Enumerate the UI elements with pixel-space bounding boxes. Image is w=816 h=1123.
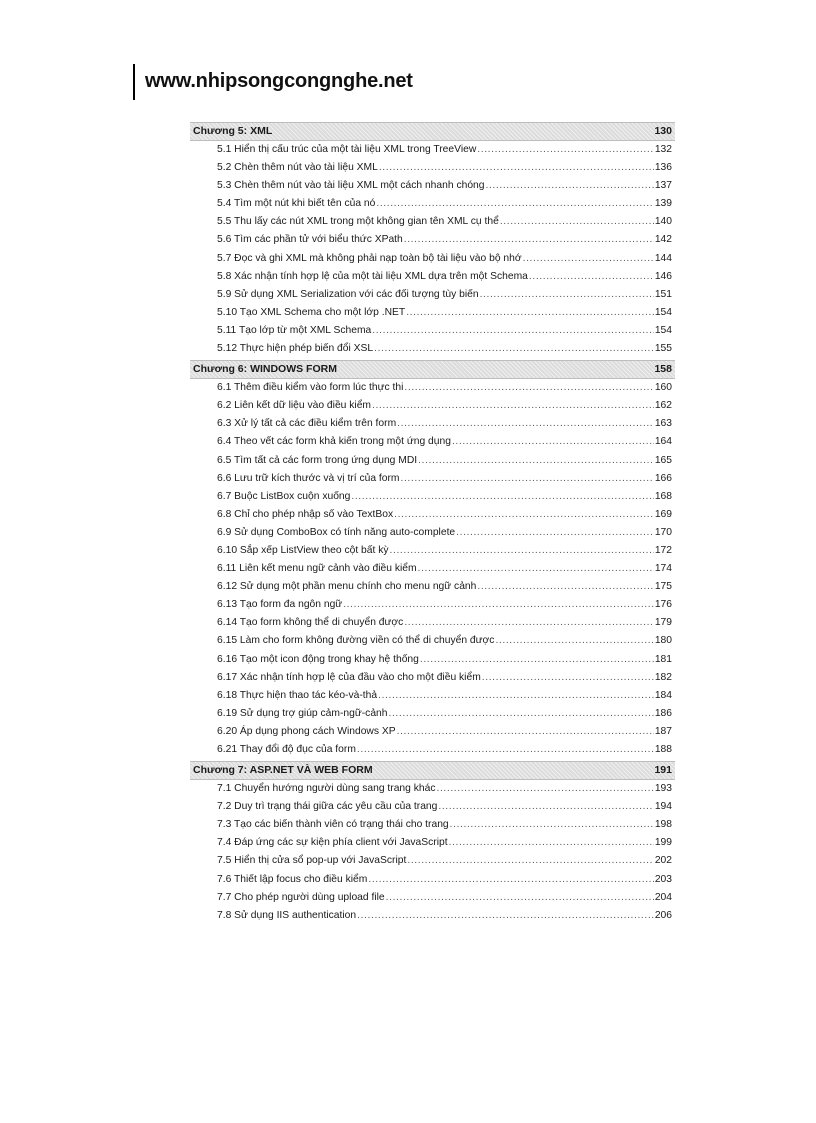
dot-leader <box>351 488 653 506</box>
entry-page: 199 <box>654 837 672 849</box>
dot-leader <box>406 304 654 322</box>
table-of-contents <box>190 120 675 925</box>
toc-entry <box>190 415 675 433</box>
entry-page: 132 <box>654 144 672 155</box>
entry-page: 162 <box>654 400 672 412</box>
toc-entry <box>190 286 675 304</box>
entry-page: 187 <box>654 725 672 737</box>
toc-entry <box>190 231 675 249</box>
entry-page: 188 <box>654 744 672 755</box>
dot-leader <box>420 651 654 669</box>
toc-entry <box>190 632 675 650</box>
entry-page: 137 <box>654 180 672 192</box>
toc-entry <box>190 452 675 470</box>
toc-entry <box>190 816 675 834</box>
entry-page: 142 <box>654 234 672 246</box>
dot-leader <box>404 379 653 397</box>
entry-title: 6.12 Sử dụng một phần menu chính cho menu ngữ cảnh <box>217 581 477 593</box>
entry-title: 6.18 Thực hiện thao tác kéo-và-thả <box>217 689 378 701</box>
entry-title: 5.3 Chèn thêm nút vào tài liệu XML một cách nhanh chóng <box>217 180 485 192</box>
entry-title: 7.6 Thiết lập focus cho điều kiểm <box>217 873 368 885</box>
dot-leader <box>438 798 653 816</box>
entry-title: 7.5 Hiển thị cửa sổ pop-up với JavaScript <box>217 855 407 867</box>
dot-leader <box>401 470 654 488</box>
entry-title: 6.13 Tạo form đa ngôn ngữ <box>217 599 343 611</box>
entry-page: 144 <box>654 252 672 264</box>
toc-entry <box>190 322 675 340</box>
dot-leader <box>374 340 654 358</box>
entry-title: 6.9 Sử dụng ComboBox có tính năng auto-complete <box>217 526 456 538</box>
entry-page: 182 <box>654 671 672 683</box>
toc-entry <box>190 524 675 542</box>
entry-page: 202 <box>654 855 672 867</box>
toc-entry <box>190 780 675 798</box>
entry-title: 5.6 Tìm các phần tử với biểu thức XPath <box>217 234 403 246</box>
entry-page: 155 <box>654 343 672 355</box>
toc-entry <box>190 614 675 632</box>
entry-title: 6.2 Liên kết dữ liệu vào điều kiểm <box>217 400 372 412</box>
entry-title: 5.4 Tìm một nút khi biết tên của nó <box>217 198 376 210</box>
entry-page: 204 <box>654 891 672 903</box>
dot-leader <box>394 506 654 524</box>
entry-page: 151 <box>654 288 672 300</box>
toc-entry <box>190 542 675 560</box>
toc-entry <box>190 213 675 231</box>
entry-title: 6.15 Làm cho form không đường viền có thể di chuyển được <box>217 635 495 647</box>
entry-page: 169 <box>654 508 672 520</box>
toc-entry <box>190 596 675 614</box>
chapter-title: Chương 6: WINDOWS FORM <box>193 363 337 376</box>
dot-leader <box>397 723 654 741</box>
dot-leader <box>397 415 654 433</box>
chapter-title: Chương 7: ASP.NET VÀ WEB FORM <box>193 764 373 777</box>
entry-title: 6.10 Sắp xếp ListView theo cột bất kỳ <box>217 544 389 556</box>
dot-leader <box>376 195 653 213</box>
entry-page: 168 <box>654 490 672 502</box>
entry-page: 163 <box>654 418 672 430</box>
toc-entry <box>190 250 675 268</box>
toc-entry <box>190 651 675 669</box>
dot-leader <box>372 322 654 340</box>
dot-leader <box>500 213 654 231</box>
chapter-heading <box>190 360 675 379</box>
dot-leader <box>486 177 654 195</box>
entry-title: 6.6 Lưu trữ kích thước và vị trí của form <box>217 472 400 484</box>
entry-title: 7.4 Đáp ứng các sự kiện phía client với JavaScript <box>217 837 448 849</box>
toc-entry <box>190 687 675 705</box>
toc-entry <box>190 340 675 358</box>
entry-page: 184 <box>654 689 672 701</box>
chapter-heading <box>190 122 675 141</box>
toc-entry <box>190 304 675 322</box>
toc-entry <box>190 379 675 397</box>
toc-entry <box>190 889 675 907</box>
toc-entry <box>190 397 675 415</box>
entry-page: 165 <box>654 454 672 466</box>
entry-page: 180 <box>654 635 672 647</box>
dot-leader <box>368 871 653 889</box>
entry-page: 175 <box>654 581 672 593</box>
dot-leader <box>477 578 653 596</box>
header-rule <box>133 64 135 100</box>
toc-entry <box>190 470 675 488</box>
dot-leader <box>357 907 654 925</box>
entry-title: 6.21 Thay đổi độ đục của form <box>217 744 356 755</box>
entry-title: 5.1 Hiển thị cấu trúc của một tài liệu XML trong TreeView <box>217 144 477 155</box>
dot-leader <box>418 452 654 470</box>
dot-leader <box>449 834 654 852</box>
site-url: www.nhipsongcongnghe.net <box>145 70 413 92</box>
toc-entry <box>190 159 675 177</box>
entry-title: 7.7 Cho phép người dùng upload file <box>217 891 385 903</box>
entry-page: 179 <box>654 617 672 629</box>
toc-entry <box>190 177 675 195</box>
entry-title: 6.3 Xử lý tất cả các điều kiểm trên form <box>217 418 397 430</box>
entry-page: 194 <box>654 801 672 813</box>
entry-title: 7.8 Sử dụng IIS authentication <box>217 909 357 921</box>
entry-title: 6.20 Áp dụng phong cách Windows XP <box>217 725 396 737</box>
dot-leader <box>386 889 654 907</box>
toc-entry <box>190 433 675 451</box>
dot-leader <box>404 231 654 249</box>
dot-leader <box>379 159 654 177</box>
dot-leader <box>477 141 654 159</box>
entry-title: 5.8 Xác nhận tính hợp lệ của một tài liệu XML dựa trên một Schema <box>217 270 528 282</box>
entry-page: 198 <box>654 819 672 831</box>
entry-page: 206 <box>654 909 672 921</box>
dot-leader <box>372 397 654 415</box>
dot-leader <box>437 780 654 798</box>
dot-leader <box>495 632 653 650</box>
entry-page: 203 <box>654 873 672 885</box>
entry-page: 166 <box>654 472 672 484</box>
entry-page: 193 <box>654 783 672 795</box>
chapter-page: 130 <box>654 125 672 137</box>
dot-leader <box>523 250 654 268</box>
entry-title: 6.17 Xác nhận tính hợp lệ của đầu vào cho một điều kiểm <box>217 671 481 683</box>
dot-leader <box>529 268 654 286</box>
toc-entry <box>190 852 675 870</box>
toc-entry <box>190 741 675 759</box>
dot-leader <box>456 524 654 542</box>
entry-page: 176 <box>654 599 672 611</box>
entry-page: 181 <box>654 653 672 665</box>
toc-entry <box>190 907 675 925</box>
entry-title: 7.2 Duy trì trạng thái giữa các yêu cầu của trang <box>217 801 438 813</box>
entry-title: 6.1 Thêm điều kiểm vào form lúc thực thi <box>217 382 404 394</box>
dot-leader <box>407 852 653 870</box>
toc-entry <box>190 560 675 578</box>
toc-entry <box>190 723 675 741</box>
entry-page: 174 <box>654 563 672 575</box>
chapter-page: 191 <box>654 764 672 777</box>
chapter-page: 158 <box>654 363 672 376</box>
entry-page: 186 <box>654 707 672 719</box>
entry-title: 6.16 Tạo một icon động trong khay hệ thống <box>217 653 419 665</box>
entry-title: 6.4 Theo vết các form khả kiến trong một ứng dụng <box>217 436 451 448</box>
entry-page: 164 <box>654 436 672 448</box>
toc-entry <box>190 798 675 816</box>
toc-entry <box>190 506 675 524</box>
dot-leader <box>389 705 654 723</box>
chapter-heading <box>190 761 675 780</box>
entry-title: 6.7 Buộc ListBox cuộn xuống <box>217 490 351 502</box>
toc-entry <box>190 705 675 723</box>
dot-leader <box>343 596 654 614</box>
entry-title: 5.12 Thực hiện phép biến đổi XSL <box>217 343 374 355</box>
dot-leader <box>418 560 654 578</box>
chapter-title: Chương 5: XML <box>193 125 273 137</box>
entry-page: 170 <box>654 526 672 538</box>
entry-page: 136 <box>654 162 672 174</box>
entry-title: 5.11 Tạo lớp từ một XML Schema <box>217 324 372 336</box>
dot-leader <box>480 286 654 304</box>
entry-title: 5.2 Chèn thêm nút vào tài liệu XML <box>217 162 378 174</box>
entry-title: 6.11 Liên kết menu ngữ cảnh vào điều kiểm <box>217 563 417 575</box>
entry-title: 5.9 Sử dụng XML Serialization với các đối tượng tùy biến <box>217 288 479 300</box>
toc-entry <box>190 578 675 596</box>
toc-entry <box>190 268 675 286</box>
entry-page: 146 <box>654 270 672 282</box>
entry-page: 154 <box>654 324 672 336</box>
entry-title: 5.5 Thu lấy các nút XML trong một không gian tên XML cụ thể <box>217 216 499 228</box>
entry-title: 5.10 Tạo XML Schema cho một lớp .NET <box>217 306 406 318</box>
dot-leader <box>450 816 654 834</box>
toc-entry <box>190 141 675 159</box>
toc-entry <box>190 871 675 889</box>
entry-page: 160 <box>654 382 672 394</box>
entry-title: 5.7 Đọc và ghi XML mà không phải nạp toàn bộ tài liệu vào bộ nhớ <box>217 252 522 264</box>
entry-page: 140 <box>654 216 672 228</box>
entry-title: 6.19 Sử dụng trợ giúp cảm-ngữ-cảnh <box>217 707 388 719</box>
toc-entry <box>190 195 675 213</box>
dot-leader <box>357 741 654 759</box>
dot-leader <box>390 542 654 560</box>
entry-title: 6.5 Tìm tất cả các form trong ứng dụng MDI <box>217 454 418 466</box>
entry-title: 7.1 Chuyển hướng người dùng sang trang khác <box>217 783 436 795</box>
dot-leader <box>404 614 653 632</box>
dot-leader <box>378 687 654 705</box>
dot-leader <box>482 669 654 687</box>
toc-entry <box>190 488 675 506</box>
entry-title: 6.8 Chỉ cho phép nhập số vào TextBox <box>217 508 394 520</box>
entry-title: 6.14 Tạo form không thể di chuyển được <box>217 617 404 629</box>
entry-page: 139 <box>654 198 672 210</box>
dot-leader <box>452 433 654 451</box>
toc-entry <box>190 834 675 852</box>
entry-page: 172 <box>654 544 672 556</box>
toc-entry <box>190 669 675 687</box>
entry-title: 7.3 Tạo các biến thành viên có trạng thái cho trang <box>217 819 449 831</box>
entry-page: 154 <box>654 306 672 318</box>
